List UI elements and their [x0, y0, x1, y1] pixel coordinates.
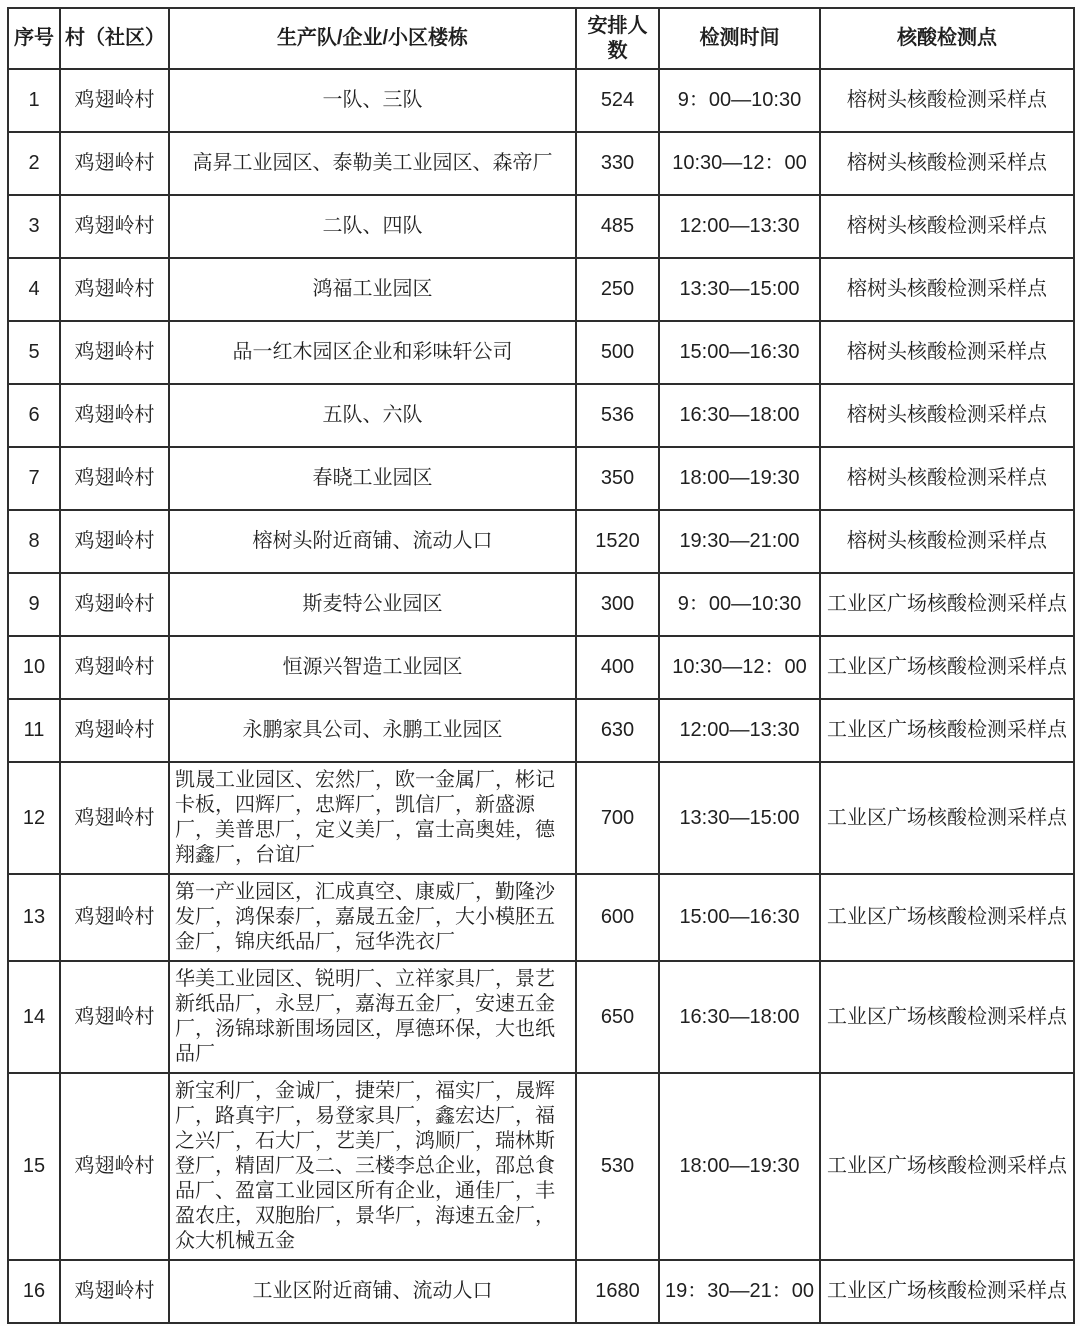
- cell-serial: 7: [8, 447, 60, 510]
- cell-village: 鸡翅岭村: [60, 384, 169, 447]
- cell-site: 榕树头核酸检测采样点: [820, 384, 1074, 447]
- cell-site: 榕树头核酸检测采样点: [820, 69, 1074, 132]
- cell-village: 鸡翅岭村: [60, 573, 169, 636]
- cell-count: 1680: [576, 1260, 659, 1323]
- table-row: [8, 573, 1074, 636]
- table-row: [8, 384, 1074, 447]
- cell-village: 鸡翅岭村: [60, 961, 169, 1073]
- table-row: [8, 258, 1074, 321]
- cell-serial: 5: [8, 321, 60, 384]
- cell-count: 630: [576, 699, 659, 762]
- cell-site: 榕树头核酸检测采样点: [820, 195, 1074, 258]
- cell-village: 鸡翅岭村: [60, 321, 169, 384]
- cell-village: 鸡翅岭村: [60, 1260, 169, 1323]
- cell-village: 鸡翅岭村: [60, 1073, 169, 1260]
- cell-site: 榕树头核酸检测采样点: [820, 510, 1074, 573]
- cell-site: 工业区广场核酸检测采样点: [820, 1260, 1074, 1323]
- cell-location: 高昇工业园区、泰勒美工业园区、森帝厂: [169, 132, 576, 195]
- cell-site: 榕树头核酸检测采样点: [820, 132, 1074, 195]
- cell-village: 鸡翅岭村: [60, 447, 169, 510]
- cell-serial: 6: [8, 384, 60, 447]
- cell-count: 600: [576, 874, 659, 961]
- cell-time: 9：00—10:30: [659, 573, 820, 636]
- cell-serial: 8: [8, 510, 60, 573]
- cell-time: 18:00—19:30: [659, 1073, 820, 1260]
- cell-village: 鸡翅岭村: [60, 132, 169, 195]
- cell-location: 一队、三队: [169, 69, 576, 132]
- cell-serial: 1: [8, 69, 60, 132]
- column-header-site: 核酸检测点: [820, 8, 1074, 69]
- cell-count: 524: [576, 69, 659, 132]
- table-row: [8, 699, 1074, 762]
- cell-count: 350: [576, 447, 659, 510]
- cell-location: 榕树头附近商铺、流动人口: [169, 510, 576, 573]
- cell-time: 9：00—10:30: [659, 69, 820, 132]
- table-row: [8, 961, 1074, 1073]
- cell-site: 工业区广场核酸检测采样点: [820, 636, 1074, 699]
- cell-location: 品一红木园区企业和彩味轩公司: [169, 321, 576, 384]
- cell-site: 榕树头核酸检测采样点: [820, 447, 1074, 510]
- cell-time: 12:00—13:30: [659, 699, 820, 762]
- column-header-serial: 序号: [8, 8, 60, 69]
- cell-count: 400: [576, 636, 659, 699]
- table-row: [8, 510, 1074, 573]
- cell-serial: 14: [8, 961, 60, 1073]
- cell-village: 鸡翅岭村: [60, 258, 169, 321]
- cell-time: 19：30—21：00: [659, 1260, 820, 1323]
- cell-time: 15:00—16:30: [659, 874, 820, 961]
- cell-serial: 16: [8, 1260, 60, 1323]
- cell-time: 19:30—21:00: [659, 510, 820, 573]
- column-header-village: 村（社区）: [60, 8, 169, 69]
- cell-count: 250: [576, 258, 659, 321]
- cell-village: 鸡翅岭村: [60, 636, 169, 699]
- cell-location: 二队、四队: [169, 195, 576, 258]
- cell-location: 斯麦特公业园区: [169, 573, 576, 636]
- cell-site: 工业区广场核酸检测采样点: [820, 762, 1074, 874]
- table-row: [8, 132, 1074, 195]
- cell-serial: 9: [8, 573, 60, 636]
- cell-time: 13:30—15:00: [659, 258, 820, 321]
- table-row: [8, 762, 1074, 874]
- table-row: [8, 1260, 1074, 1323]
- cell-count: 1520: [576, 510, 659, 573]
- cell-location: 凯晟工业园区、宏然厂，欧一金属厂，彬记卡板，四辉厂，忠辉厂，凯信厂，新盛源厂，美普思厂，定义美厂，富士高奥娃，德翔鑫厂，台谊厂: [169, 762, 576, 874]
- cell-site: 工业区广场核酸检测采样点: [820, 1073, 1074, 1260]
- cell-village: 鸡翅岭村: [60, 874, 169, 961]
- table-header-row: [8, 8, 1074, 69]
- table-row: [8, 874, 1074, 961]
- table-row: [8, 1073, 1074, 1260]
- cell-location: 工业区附近商铺、流动人口: [169, 1260, 576, 1323]
- cell-location: 春晓工业园区: [169, 447, 576, 510]
- cell-village: 鸡翅岭村: [60, 69, 169, 132]
- cell-serial: 15: [8, 1073, 60, 1260]
- cell-count: 485: [576, 195, 659, 258]
- cell-serial: 11: [8, 699, 60, 762]
- table-body: [8, 69, 1074, 1323]
- cell-time: 10:30—12：00: [659, 636, 820, 699]
- cell-count: 650: [576, 961, 659, 1073]
- cell-count: 300: [576, 573, 659, 636]
- cell-site: 工业区广场核酸检测采样点: [820, 573, 1074, 636]
- cell-location: 恒源兴智造工业园区: [169, 636, 576, 699]
- nucleic-acid-testing-schedule-table: [7, 7, 1075, 1324]
- cell-serial: 3: [8, 195, 60, 258]
- cell-time: 18:00—19:30: [659, 447, 820, 510]
- cell-serial: 10: [8, 636, 60, 699]
- table-row: [8, 636, 1074, 699]
- column-header-location: 生产队/企业/小区楼栋: [169, 8, 576, 69]
- cell-time: 16:30—18:00: [659, 961, 820, 1073]
- cell-village: 鸡翅岭村: [60, 195, 169, 258]
- cell-serial: 13: [8, 874, 60, 961]
- cell-site: 工业区广场核酸检测采样点: [820, 699, 1074, 762]
- cell-site: 工业区广场核酸检测采样点: [820, 961, 1074, 1073]
- cell-serial: 12: [8, 762, 60, 874]
- cell-time: 13:30—15:00: [659, 762, 820, 874]
- table-row: [8, 8, 1074, 69]
- cell-village: 鸡翅岭村: [60, 762, 169, 874]
- cell-count: 500: [576, 321, 659, 384]
- table-row: [8, 321, 1074, 384]
- column-header-count: 安排人数: [576, 8, 659, 69]
- cell-site: 工业区广场核酸检测采样点: [820, 874, 1074, 961]
- cell-location: 五队、六队: [169, 384, 576, 447]
- cell-time: 10:30—12：00: [659, 132, 820, 195]
- cell-site: 榕树头核酸检测采样点: [820, 258, 1074, 321]
- cell-site: 榕树头核酸检测采样点: [820, 321, 1074, 384]
- cell-location: 鸿福工业园区: [169, 258, 576, 321]
- table-row: [8, 69, 1074, 132]
- cell-location: 新宝利厂，金诚厂，捷荣厂，福实厂，晟辉厂，路真宇厂，易登家具厂，鑫宏达厂，福之兴厂，石大厂，艺美厂，鸿顺厂，瑞林斯登厂，精固厂及二、三楼李总企业，邵总食品厂、盈富工业园区所有企业，通佳厂，丰盈农庄，双胞胎厂，景华厂，海速五金厂，众大机械五金: [169, 1073, 576, 1260]
- cell-time: 15:00—16:30: [659, 321, 820, 384]
- cell-serial: 2: [8, 132, 60, 195]
- cell-village: 鸡翅岭村: [60, 699, 169, 762]
- cell-time: 16:30—18:00: [659, 384, 820, 447]
- cell-time: 12:00—13:30: [659, 195, 820, 258]
- cell-count: 536: [576, 384, 659, 447]
- cell-location: 华美工业园区、锐明厂、立祥家具厂，景艺新纸品厂，永昱厂，嘉海五金厂，安速五金厂，汤锦球新围场园区，厚德环保，大也纸品厂: [169, 961, 576, 1073]
- cell-location: 永鹏家具公司、永鹏工业园区: [169, 699, 576, 762]
- cell-count: 530: [576, 1073, 659, 1260]
- cell-count: 700: [576, 762, 659, 874]
- table-row: [8, 195, 1074, 258]
- cell-village: 鸡翅岭村: [60, 510, 169, 573]
- cell-count: 330: [576, 132, 659, 195]
- cell-serial: 4: [8, 258, 60, 321]
- column-header-time: 检测时间: [659, 8, 820, 69]
- table-row: [8, 447, 1074, 510]
- cell-location: 第一产业园区，汇成真空、康威厂，勤隆沙发厂，鸿保泰厂，嘉晟五金厂，大小模胚五金厂，锦庆纸品厂，冠华洗衣厂: [169, 874, 576, 961]
